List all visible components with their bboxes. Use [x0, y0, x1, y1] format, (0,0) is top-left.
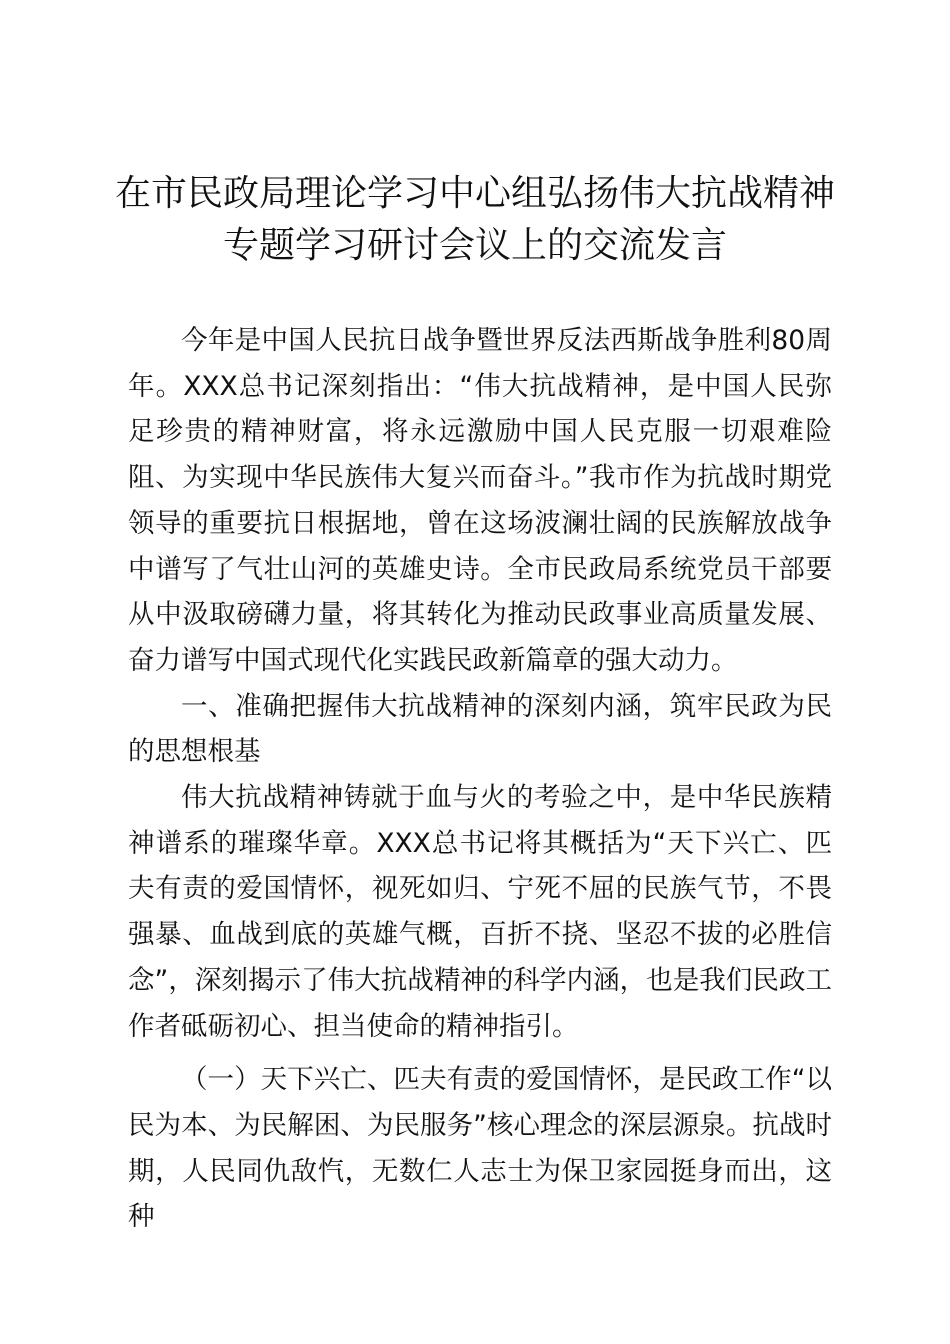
document-body — [128, 318, 832, 1240]
subsection-1-paragraph: （一）天下兴亡、匹夫有责的爱国情怀，是民政工作“以民为本、为民解困、为民服务”核心理念的深层源泉。抗战时期，人民同仇敌忾，无数仁人志士为保卫家园挺身而出，这种 — [128, 1064, 832, 1233]
title-line-2: 专题学习研讨会议上的交流发言 — [222, 225, 727, 266]
document-title — [90, 168, 860, 272]
section-heading-1: 一、准确把握伟大抗战精神的深刻内涵，筑牢民政为民的思想根基 — [128, 690, 832, 768]
section-1-paragraph: 伟大抗战精神铸就于血与火的考验之中，是中华民族精神谱系的璀璨华章。XXX总书记将其概括为“天下兴亡、匹夫有责的爱国情怀，视死如归、宁死不屈的民族气节，不畏强暴、血战到底的英雄气概，百折不挠、坚忍不拔的必胜信念”，深刻揭示了伟大抗战精神的科学内涵，也是我们民政工作者砥砺初心、担当使命的精神指引。 — [128, 782, 832, 1042]
title-line-1: 在市民政局理论学习中心组弘扬伟大抗战精神 — [114, 173, 835, 214]
intro-paragraph: 今年是中国人民抗日战争暨世界反法西斯战争胜利80周年。XXX总书记深刻指出：“伟大抗战精神，是中国人民弥足珍贵的精神财富，将永远激励中国人民克服一切艰难险阻、为实现中华民族伟大复兴而奋斗。”我市作为抗战时期党领导的重要抗日根据地，曾在这场波澜壮阔的民族解放战争中谱写了气壮山河的英雄史诗。全市民政局系统党员干部要从中汲取磅礴力量，将其转化为推动民政事业高质量发展、奋力谱写中国式现代化实践民政新篇章的强大动力。 — [128, 325, 832, 676]
